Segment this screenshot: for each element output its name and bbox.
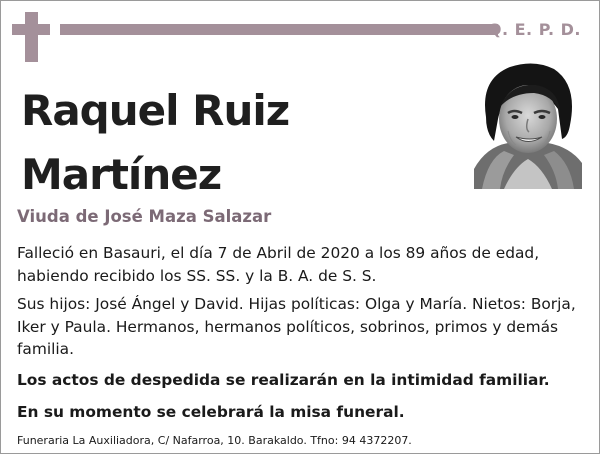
- death-details-paragraph: Falleció en Basauri, el día 7 de Abril de 2020 a los 89 años de edad, habiendo recibido los SS. SS. y la B. A. de S. S.: [17, 244, 540, 285]
- deceased-name-line-2: Martínez: [21, 150, 222, 199]
- cross-horizontal-bar: [12, 24, 50, 35]
- funeral-mass-announcement: En su momento se celebrará la misa funeral.: [17, 403, 405, 421]
- funeral-home-footer: Funeraria La Auxiliadora, C/ Nafarroa, 10. Barakaldo. Tfno: 94 4372207.: [17, 434, 412, 447]
- farewell-announcement: Los actos de despedida se realizarán en la intimidad familiar.: [17, 371, 550, 389]
- deceased-name-line-1: Raquel Ruiz: [21, 86, 290, 135]
- widow-subtitle: Viuda de José Maza Salazar: [17, 207, 272, 226]
- qepd-label: Q. E. P. D.: [487, 20, 581, 39]
- header-divider: [60, 24, 498, 35]
- deceased-name: [21, 79, 289, 207]
- portrait-photo: [474, 59, 582, 189]
- family-paragraph: Sus hijos: José Ángel y David. Hijas políticas: Olga y María. Nietos: Borja, Iker y Paula. Hermanos, hermanos políticos, sobrinos, primos y demás familia.: [17, 295, 576, 358]
- cross-vertical-bar: [25, 12, 38, 62]
